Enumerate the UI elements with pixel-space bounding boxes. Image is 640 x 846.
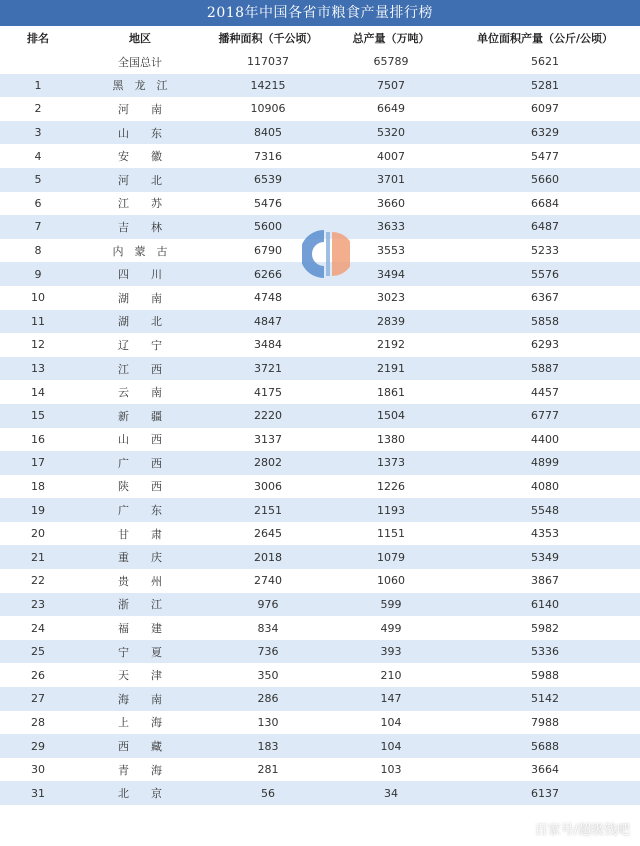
total-rank <box>0 50 76 74</box>
table-row <box>0 640 640 664</box>
cell-region: 新 疆 <box>76 404 204 428</box>
cell-output: 103 <box>332 758 450 782</box>
cell-area: 3137 <box>204 428 332 452</box>
cell-rank: 21 <box>0 545 76 569</box>
cell-region: 海 南 <box>76 687 204 711</box>
cell-rank: 13 <box>0 357 76 381</box>
cell-region: 山 东 <box>76 121 204 145</box>
table-header <box>0 26 640 50</box>
table-row <box>0 262 640 286</box>
cell-area: 2802 <box>204 451 332 475</box>
cell-output: 2192 <box>332 333 450 357</box>
total-output: 65789 <box>332 50 450 74</box>
header-row <box>0 26 640 50</box>
cell-rank: 5 <box>0 168 76 192</box>
cell-rank: 29 <box>0 734 76 758</box>
cell-output: 499 <box>332 616 450 640</box>
cell-output: 3494 <box>332 262 450 286</box>
cell-rank: 19 <box>0 498 76 522</box>
cell-yield: 5688 <box>450 734 640 758</box>
cell-area: 4748 <box>204 286 332 310</box>
cell-region: 内 蒙 古 <box>76 239 204 263</box>
cell-area: 2151 <box>204 498 332 522</box>
cell-rank: 4 <box>0 144 76 168</box>
cell-rank: 9 <box>0 262 76 286</box>
cell-region: 甘 肃 <box>76 522 204 546</box>
table-row <box>0 310 640 334</box>
cell-yield: 4353 <box>450 522 640 546</box>
table-row <box>0 451 640 475</box>
cell-area: 8405 <box>204 121 332 145</box>
header-yield: 单位面积产量（公斤/公顷） <box>450 26 640 50</box>
cell-region: 贵 州 <box>76 569 204 593</box>
cell-area: 56 <box>204 781 332 805</box>
cell-area: 2018 <box>204 545 332 569</box>
cell-rank: 6 <box>0 192 76 216</box>
cell-output: 1226 <box>332 475 450 499</box>
cell-yield: 3664 <box>450 758 640 782</box>
cell-rank: 22 <box>0 569 76 593</box>
cell-area: 4175 <box>204 380 332 404</box>
cell-area: 183 <box>204 734 332 758</box>
cell-yield: 6487 <box>450 215 640 239</box>
table-row <box>0 475 640 499</box>
cell-rank: 16 <box>0 428 76 452</box>
cell-output: 1504 <box>332 404 450 428</box>
cell-output: 599 <box>332 593 450 617</box>
cell-region: 青 海 <box>76 758 204 782</box>
cell-yield: 5660 <box>450 168 640 192</box>
cell-region: 上 海 <box>76 711 204 735</box>
cell-region: 云 南 <box>76 380 204 404</box>
cell-area: 2645 <box>204 522 332 546</box>
cell-area: 7316 <box>204 144 332 168</box>
total-area: 117037 <box>204 50 332 74</box>
cell-yield: 7988 <box>450 711 640 735</box>
cell-rank: 1 <box>0 74 76 98</box>
total-region: 全国总计 <box>76 50 204 74</box>
total-yield: 5621 <box>450 50 640 74</box>
cell-yield: 5477 <box>450 144 640 168</box>
cell-output: 104 <box>332 711 450 735</box>
cell-region: 福 建 <box>76 616 204 640</box>
cell-output: 2191 <box>332 357 450 381</box>
table-row <box>0 593 640 617</box>
cell-region: 河 北 <box>76 168 204 192</box>
cell-yield: 6684 <box>450 192 640 216</box>
cell-yield: 5281 <box>450 74 640 98</box>
table-row <box>0 97 640 121</box>
cell-output: 3553 <box>332 239 450 263</box>
cell-rank: 11 <box>0 310 76 334</box>
table-body <box>0 50 640 805</box>
cell-output: 3023 <box>332 286 450 310</box>
table-row <box>0 168 640 192</box>
table-row <box>0 522 640 546</box>
cell-rank: 3 <box>0 121 76 145</box>
table-row <box>0 192 640 216</box>
cell-yield: 6097 <box>450 97 640 121</box>
cell-yield: 4899 <box>450 451 640 475</box>
page-title: 2018年中国各省市粮食产量排行榜 <box>0 0 640 26</box>
cell-area: 834 <box>204 616 332 640</box>
cell-region: 广 西 <box>76 451 204 475</box>
table-row <box>0 357 640 381</box>
table-row <box>0 380 640 404</box>
cell-region: 湖 南 <box>76 286 204 310</box>
cell-region: 辽 宁 <box>76 333 204 357</box>
cell-region: 江 苏 <box>76 192 204 216</box>
table-row <box>0 758 640 782</box>
cell-region: 陕 西 <box>76 475 204 499</box>
cell-yield: 6777 <box>450 404 640 428</box>
cell-area: 10906 <box>204 97 332 121</box>
cell-area: 5600 <box>204 215 332 239</box>
cell-region: 河 南 <box>76 97 204 121</box>
cell-region: 宁 夏 <box>76 640 204 664</box>
cell-area: 6266 <box>204 262 332 286</box>
cell-rank: 2 <box>0 97 76 121</box>
table-row <box>0 333 640 357</box>
cell-region: 天 津 <box>76 663 204 687</box>
cell-output: 1060 <box>332 569 450 593</box>
cell-area: 3484 <box>204 333 332 357</box>
cell-area: 350 <box>204 663 332 687</box>
cell-output: 4007 <box>332 144 450 168</box>
table-row <box>0 74 640 98</box>
total-row <box>0 50 640 74</box>
cell-region: 四 川 <box>76 262 204 286</box>
cell-rank: 18 <box>0 475 76 499</box>
cell-region: 山 西 <box>76 428 204 452</box>
table-row <box>0 404 640 428</box>
cell-yield: 6293 <box>450 333 640 357</box>
cell-output: 5320 <box>332 121 450 145</box>
cell-yield: 5858 <box>450 310 640 334</box>
cell-yield: 4457 <box>450 380 640 404</box>
cell-output: 34 <box>332 781 450 805</box>
cell-area: 4847 <box>204 310 332 334</box>
cell-rank: 20 <box>0 522 76 546</box>
header-rank: 排名 <box>0 26 76 50</box>
cell-region: 浙 江 <box>76 593 204 617</box>
cell-yield: 6329 <box>450 121 640 145</box>
cell-yield: 6137 <box>450 781 640 805</box>
cell-yield: 4080 <box>450 475 640 499</box>
cell-yield: 5336 <box>450 640 640 664</box>
cell-rank: 24 <box>0 616 76 640</box>
cell-region: 湖 北 <box>76 310 204 334</box>
cell-yield: 5548 <box>450 498 640 522</box>
cell-rank: 30 <box>0 758 76 782</box>
cell-output: 3660 <box>332 192 450 216</box>
cell-region: 重 庆 <box>76 545 204 569</box>
cell-rank: 15 <box>0 404 76 428</box>
cell-output: 210 <box>332 663 450 687</box>
header-output: 总产量（万吨） <box>332 26 450 50</box>
cell-yield: 5887 <box>450 357 640 381</box>
table-row <box>0 239 640 263</box>
cell-area: 14215 <box>204 74 332 98</box>
cell-rank: 23 <box>0 593 76 617</box>
cell-rank: 28 <box>0 711 76 735</box>
cell-output: 3701 <box>332 168 450 192</box>
header-region: 地区 <box>76 26 204 50</box>
header-area: 播种面积（千公顷） <box>204 26 332 50</box>
cell-area: 6539 <box>204 168 332 192</box>
table-row <box>0 144 640 168</box>
cell-region: 西 藏 <box>76 734 204 758</box>
ranking-table <box>0 26 640 805</box>
cell-area: 130 <box>204 711 332 735</box>
cell-area: 3006 <box>204 475 332 499</box>
cell-region: 吉 林 <box>76 215 204 239</box>
cell-area: 2740 <box>204 569 332 593</box>
cell-output: 3633 <box>332 215 450 239</box>
cell-area: 5476 <box>204 192 332 216</box>
table-row <box>0 569 640 593</box>
cell-rank: 25 <box>0 640 76 664</box>
table-row <box>0 616 640 640</box>
cell-output: 1373 <box>332 451 450 475</box>
cell-area: 976 <box>204 593 332 617</box>
cell-rank: 7 <box>0 215 76 239</box>
table-row <box>0 734 640 758</box>
cell-region: 广 东 <box>76 498 204 522</box>
table-row <box>0 428 640 452</box>
cell-rank: 12 <box>0 333 76 357</box>
cell-yield: 4400 <box>450 428 640 452</box>
cell-yield: 5982 <box>450 616 640 640</box>
cell-yield: 5576 <box>450 262 640 286</box>
cell-area: 286 <box>204 687 332 711</box>
cell-rank: 10 <box>0 286 76 310</box>
cell-output: 1380 <box>332 428 450 452</box>
cell-yield: 5349 <box>450 545 640 569</box>
cell-rank: 26 <box>0 663 76 687</box>
cell-rank: 31 <box>0 781 76 805</box>
cell-area: 281 <box>204 758 332 782</box>
cell-rank: 27 <box>0 687 76 711</box>
cell-yield: 6140 <box>450 593 640 617</box>
cell-yield: 6367 <box>450 286 640 310</box>
cell-output: 1193 <box>332 498 450 522</box>
cell-output: 1151 <box>332 522 450 546</box>
cell-area: 3721 <box>204 357 332 381</box>
cell-output: 104 <box>332 734 450 758</box>
cell-region: 江 西 <box>76 357 204 381</box>
cell-output: 1861 <box>332 380 450 404</box>
cell-output: 2839 <box>332 310 450 334</box>
cell-yield: 5233 <box>450 239 640 263</box>
table-row <box>0 121 640 145</box>
table-row <box>0 663 640 687</box>
cell-output: 393 <box>332 640 450 664</box>
table-row <box>0 286 640 310</box>
table-row <box>0 215 640 239</box>
cell-yield: 3867 <box>450 569 640 593</box>
watermark-text: 百家号/超级钱吧 <box>534 823 630 838</box>
table-row <box>0 498 640 522</box>
cell-area: 736 <box>204 640 332 664</box>
table-row <box>0 687 640 711</box>
cell-region: 北 京 <box>76 781 204 805</box>
cell-rank: 8 <box>0 239 76 263</box>
cell-region: 黑 龙 江 <box>76 74 204 98</box>
cell-area: 6790 <box>204 239 332 263</box>
cell-output: 7507 <box>332 74 450 98</box>
cell-rank: 17 <box>0 451 76 475</box>
cell-output: 1079 <box>332 545 450 569</box>
cell-region: 安 徽 <box>76 144 204 168</box>
cell-yield: 5988 <box>450 663 640 687</box>
table-row <box>0 711 640 735</box>
cell-yield: 5142 <box>450 687 640 711</box>
cell-output: 147 <box>332 687 450 711</box>
cell-rank: 14 <box>0 380 76 404</box>
table-row <box>0 545 640 569</box>
cell-area: 2220 <box>204 404 332 428</box>
cell-output: 6649 <box>332 97 450 121</box>
table-row <box>0 781 640 805</box>
